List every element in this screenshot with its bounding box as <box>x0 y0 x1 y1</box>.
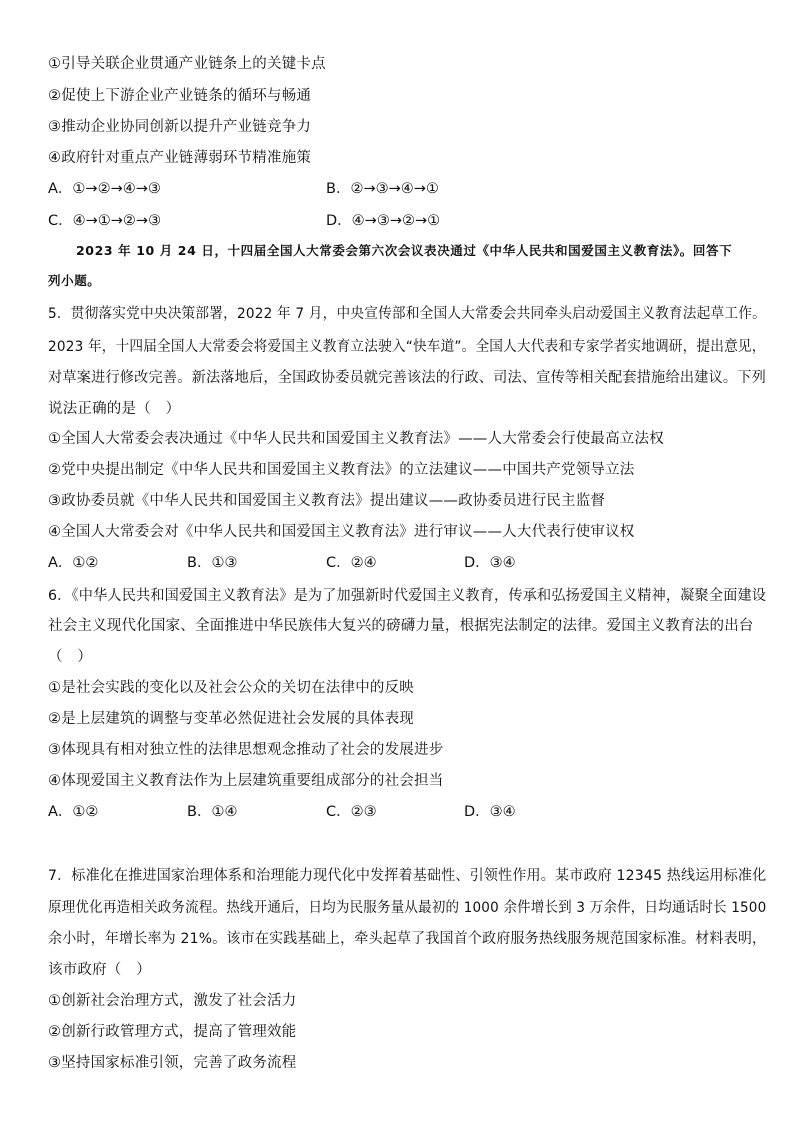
q5-item-3: ③政协委员就《中华人民共和国爱国主义教育法》提出建议——政协委员进行民主监督 <box>48 493 606 509</box>
q6-option-a: A．①② <box>48 804 99 820</box>
q4-item-4: ④政府针对重点产业链薄弱环节精准施策 <box>48 150 312 166</box>
q6-option-c: C．②③ <box>326 804 377 820</box>
q6-stem-2: 社会主义现代化国家、全面推进中华民族伟大复兴的磅礴力量，根据宪法制定的法律。爱国主义教育法的出台 <box>48 618 754 634</box>
q5-stem-2: 2023 年，十四届全国人大常委会将爱国主义教育立法驶入“快车道”。全国人大代表和专家学者实地调研，提出意见， <box>48 339 766 355</box>
q5-option-b: B．①③ <box>187 555 238 571</box>
q5-option-d: D．③④ <box>464 555 516 571</box>
q5-item-1: ①全国人大常委会表决通过《中华人民共和国爱国主义教育法》——人大常委会行使最高立法权 <box>48 431 664 447</box>
q6-option-d: D．③④ <box>464 804 516 820</box>
q5-stem-1: 5．贯彻落实党中央决策部署，2022 年 7 月，中央宣传部和全国人大常委会共同牵头启动爱国主义教育法起草工作。 <box>48 306 766 322</box>
q6-item-2: ②是上层建筑的调整与变革必然促进社会发展的具体表现 <box>48 711 414 727</box>
q6-item-4: ④体现爱国主义教育法作为上层建筑重要组成部分的社会担当 <box>48 773 444 789</box>
q5-option-c: C．②④ <box>326 555 377 571</box>
q4-item-2: ②促使上下游企业产业链条的循环与畅通 <box>48 88 312 104</box>
q5-stem-4: 说法正确的是（ ） <box>48 401 181 417</box>
q6-option-b: B．①④ <box>187 804 238 820</box>
material-line-1: 2023 年 10 月 24 日，十四届全国人大常委会第六次会议表决通过《中华人民共和国爱国主义教育法》。回答下 <box>76 243 733 258</box>
q4-option-a: A．①→②→④→③ <box>48 181 161 197</box>
q5-stem-3: 对草案进行修改完善。新法落地后，全国政协委员就完善该法的行政、司法、宣传等相关配套措施给出建议。下列 <box>48 370 767 386</box>
q4-item-1: ①引导关联企业贯通产业链条上的关键卡点 <box>48 56 326 72</box>
q4-option-b: B．②→③→④→① <box>326 181 439 197</box>
q4-option-d: D．④→③→②→① <box>326 213 441 229</box>
q4-item-3: ③推动企业协同创新以提升产业链竞争力 <box>48 119 312 135</box>
q4-option-c: C．④→①→②→③ <box>48 213 162 229</box>
q5-option-a: A．①② <box>48 555 99 571</box>
q7-item-2: ②创新行政管理方式，提高了管理效能 <box>48 1024 297 1040</box>
q6-item-3: ③体现具有相对独立性的法律思想观念推动了社会的发展进步 <box>48 742 444 758</box>
q7-item-3: ③坚持国家标准引领，完善了政务流程 <box>48 1055 297 1071</box>
q7-stem-3: 余小时，年增长率为 21%。该市在实践基础上，牵头起草了我国首个政府服务热线服务规范国家标准。材料表明， <box>48 931 767 947</box>
q6-stem-1: 6．《中华人民共和国爱国主义教育法》是为了加强新时代爱国主义教育，传承和弘扬爱国主义精神，凝聚全面建设 <box>48 588 767 604</box>
q5-item-4: ④全国人大常委会对《中华人民共和国爱国主义教育法》进行审议——人大代表行使审议权 <box>48 524 635 540</box>
q7-stem-2: 原理优化再造相关政务流程。热线开通后，日均为民服务量从最初的 1000 余件增长到 3 万余件，日均通话时长 1500 <box>48 900 767 916</box>
q5-item-2: ②党中央提出制定《中华人民共和国爱国主义教育法》的立法建议——中国共产党领导立法 <box>48 462 635 478</box>
q7-stem-1: 7．标准化在推进国家治理体系和治理能力现代化中发挥着基础性、引领性作用。某市政府 12345 热线运用标准化 <box>48 868 767 884</box>
q6-item-1: ①是社会实践的变化以及社会公众的关切在法律中的反映 <box>48 680 414 696</box>
q7-item-1: ①创新社会治理方式，激发了社会活力 <box>48 993 297 1009</box>
q7-stem-4: 该市政府（ ） <box>48 962 151 978</box>
q6-stem-3: （ ） <box>48 649 93 665</box>
material-line-2: 列小题。 <box>48 273 101 288</box>
